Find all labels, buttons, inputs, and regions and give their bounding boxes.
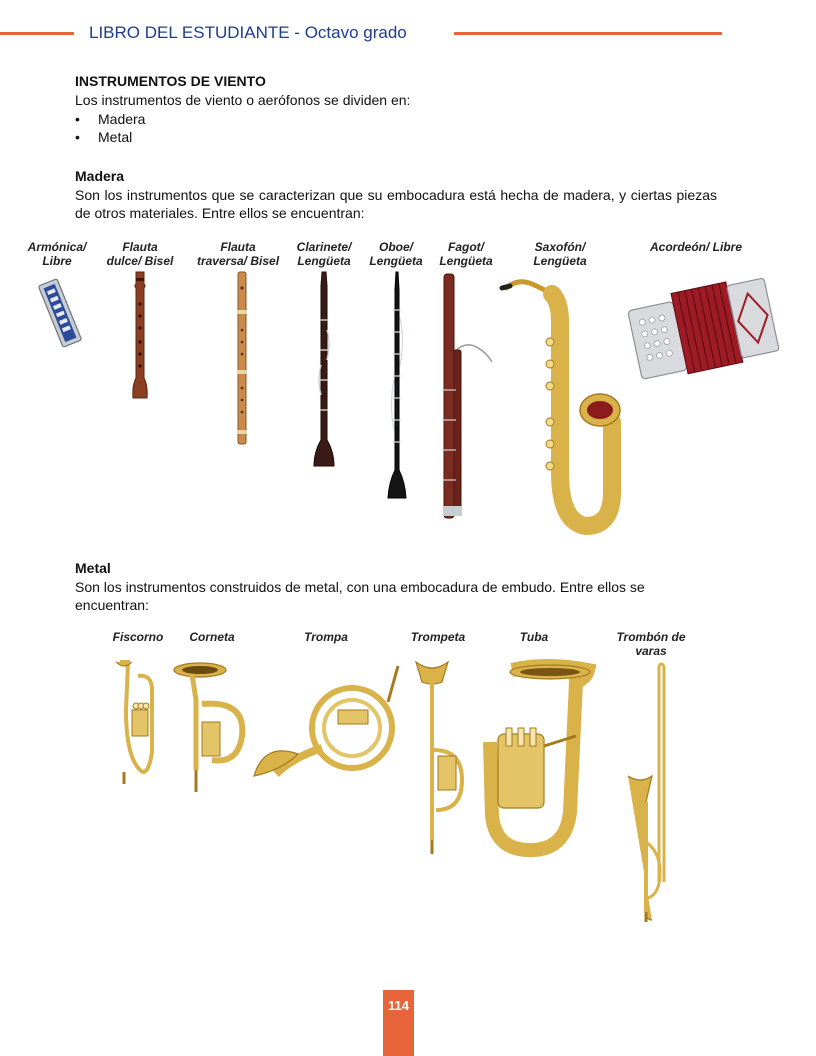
instrument-label-clarinete: Clarinete/ Lengüeta — [296, 240, 352, 268]
bullet-list — [75, 110, 145, 146]
trumpet-icon — [412, 660, 470, 856]
instrument-label-trompa: Trompa — [304, 630, 348, 644]
french-horn-icon — [252, 662, 404, 780]
instrument-label-flauta-dulce: Flauta dulce/ Bisel — [106, 240, 174, 268]
instrument-label-flauta-traversa: Flauta traversa/ Bisel — [196, 240, 280, 268]
section-intro: Los instrumentos de viento o aerófonos se dividen en: — [75, 92, 411, 108]
recorder-icon — [130, 270, 150, 402]
section-heading: INSTRUMENTOS DE VIENTO — [75, 73, 266, 89]
accordion-icon — [622, 266, 780, 382]
instrument-label-oboe: Oboe/ Lengüeta — [369, 240, 423, 268]
trombone-icon — [626, 662, 672, 924]
saxophone-icon — [500, 272, 624, 534]
transverse-flute-icon — [234, 270, 250, 446]
metal-heading: Metal — [75, 560, 111, 576]
bassoon-icon — [436, 270, 494, 518]
cornet-icon — [172, 660, 250, 794]
instrument-label-trompeta: Trompeta — [410, 630, 466, 644]
flugelhorn-icon — [108, 660, 164, 786]
tuba-icon — [476, 662, 600, 854]
instrument-label-fagot: Fagot/ Lengüeta — [439, 240, 493, 268]
oboe-icon — [386, 270, 408, 500]
instrument-label-tuba: Tuba — [519, 630, 549, 644]
instrument-label-trombon: Trombón de varas — [616, 630, 686, 658]
harmonica-icon — [38, 276, 82, 350]
instrument-label-saxofon: Saxofón/ Lengüeta — [533, 240, 587, 268]
instrument-label-fiscorno: Fiscorno — [112, 630, 164, 644]
clarinet-icon — [312, 270, 336, 468]
instrument-label-corneta: Corneta — [189, 630, 235, 644]
metal-description: Son los instrumentos construidos de metal, con una embocadura de embudo. Entre ellos se encuentran: — [75, 579, 645, 613]
bullet-item: • Madera — [75, 110, 145, 128]
header-rule-left — [0, 32, 74, 35]
bullet-item: • Metal — [75, 128, 145, 146]
header-title: LIBRO DEL ESTUDIANTE - Octavo grado — [89, 23, 407, 42]
instrument-label-acordeon: Acordeón/ Libre — [649, 240, 742, 254]
header-rule-right — [454, 32, 722, 35]
madera-description: Son los instrumentos que se caracterizan que su embocadura está hecha de madera, y ciertas piezas de otros materiales. Entre ellos se encuentran: — [75, 187, 717, 221]
instrument-label-armonica: Armónica/ Libre — [27, 240, 87, 268]
page-number: 114 — [388, 998, 409, 1013]
madera-heading: Madera — [75, 168, 125, 184]
